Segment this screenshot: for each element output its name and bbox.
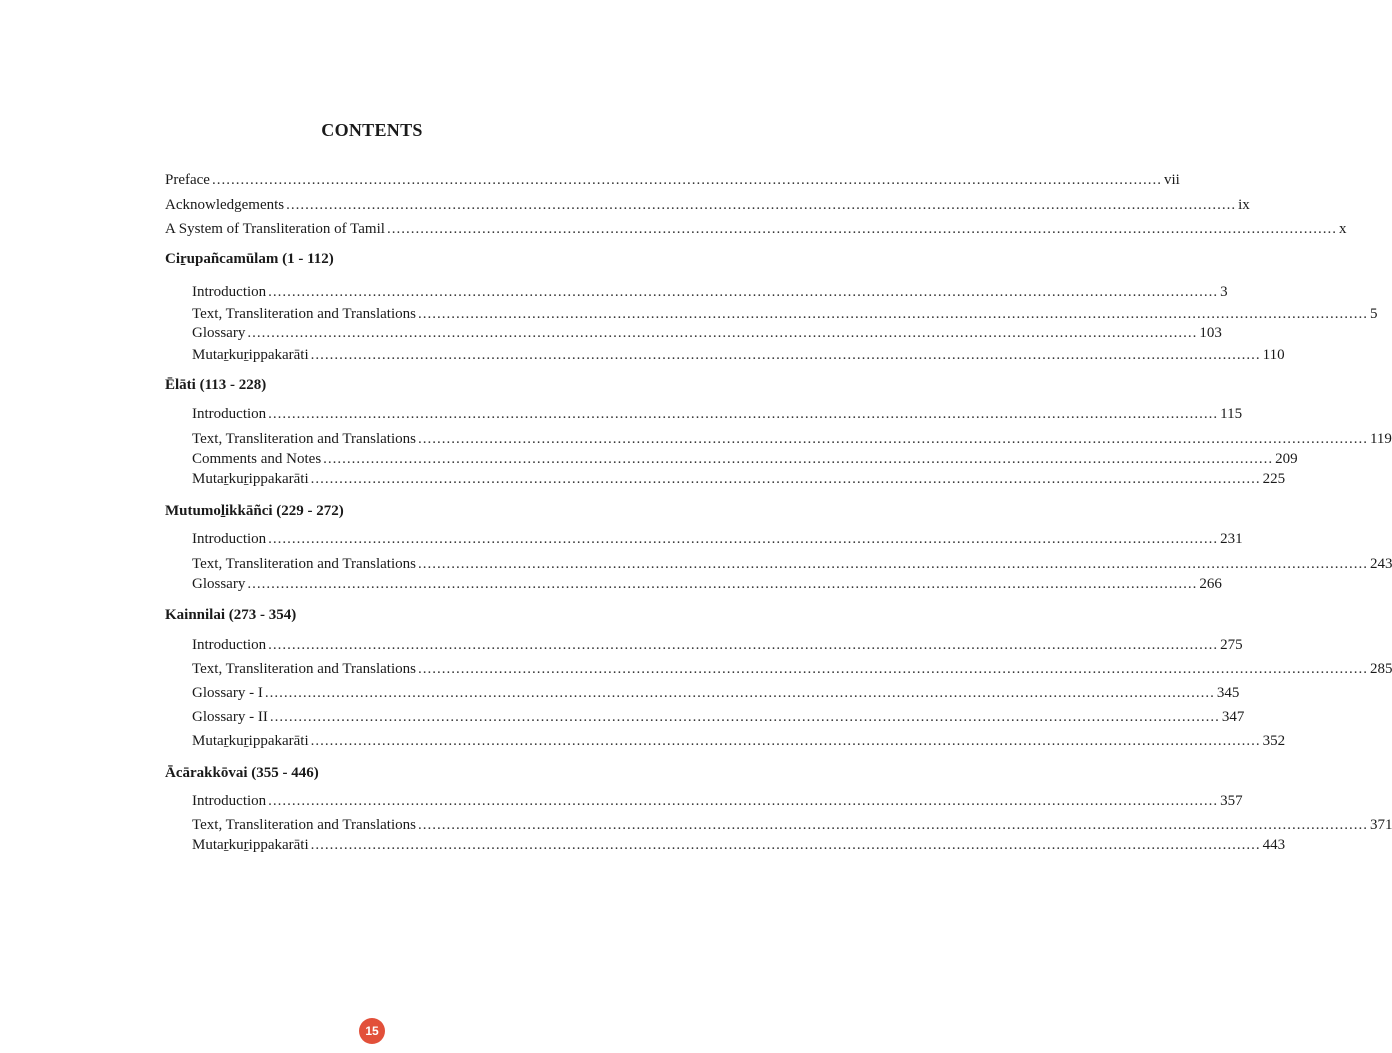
toc-entry-label: Introduction xyxy=(192,406,267,422)
toc-entry-label: Glossary xyxy=(192,325,246,341)
dot-leader: ........................................................................................................................................................................................................ xyxy=(268,793,1219,809)
toc-entry-label: Mutaṟkuṟippakarāti xyxy=(192,471,309,487)
toc-entry xyxy=(192,836,1286,854)
toc-entry xyxy=(192,324,1222,342)
toc-entry xyxy=(192,660,1392,678)
toc-entry xyxy=(165,196,1250,214)
toc-entry xyxy=(192,732,1286,750)
page-number-badge: 15 xyxy=(359,1018,385,1044)
dot-leader: ........................................................................................................................................................................................................ xyxy=(386,221,1337,237)
dot-leader: ........................................................................................................................................................................................................ xyxy=(264,685,1215,701)
toc-entry xyxy=(192,305,1378,323)
toc-entry-label: Introduction xyxy=(192,531,267,547)
page-title: CONTENTS xyxy=(321,120,423,140)
dot-leader: ........................................................................................................................................................................................................ xyxy=(417,661,1368,677)
toc-entry-label: Text, Transliteration and Translations xyxy=(192,556,416,572)
toc-entry-page: 209 xyxy=(1275,451,1298,467)
toc-entry-page: 371 xyxy=(1369,817,1392,833)
section-heading: Ēlāti (113 - 228) xyxy=(165,377,267,393)
dot-leader: ........................................................................................................................................................................................................ xyxy=(269,709,1220,725)
toc-entry-label: Introduction xyxy=(192,637,267,653)
toc-entry xyxy=(192,405,1243,423)
toc-entry-page: 352 xyxy=(1262,733,1286,749)
toc-entry xyxy=(192,575,1222,593)
dot-leader: ........................................................................................................................................................................................................ xyxy=(323,451,1274,467)
dot-leader: ........................................................................................................................................................................................................ xyxy=(310,837,1261,853)
toc-entry-page: 115 xyxy=(1220,406,1243,422)
dot-leader: ........................................................................................................................................................................................................ xyxy=(417,817,1368,833)
dot-leader: ........................................................................................................................................................................................................ xyxy=(310,347,1261,363)
toc-entry-page: 275 xyxy=(1220,637,1243,653)
toc-entry-label: Text, Transliteration and Translations xyxy=(192,817,416,833)
dot-leader: ........................................................................................................................................................................................................ xyxy=(247,576,1198,592)
toc-entry-page: x xyxy=(1338,221,1347,237)
dot-leader: ........................................................................................................................................................................................................ xyxy=(310,471,1261,487)
toc-entry-label: Mutaṟkuṟippakarāti xyxy=(192,733,309,749)
toc-entry-label: Text, Transliteration and Translations xyxy=(192,431,416,447)
dot-leader: ........................................................................................................................................................................................................ xyxy=(247,325,1198,341)
dot-leader: ........................................................................................................................................................................................................ xyxy=(268,406,1219,422)
toc-entry-label: Text, Transliteration and Translations xyxy=(192,661,416,677)
toc-entry xyxy=(165,220,1347,238)
toc-entry-page: 110 xyxy=(1262,347,1285,363)
toc-entry-page: 285 xyxy=(1369,661,1392,677)
toc-entry-page: 225 xyxy=(1262,471,1286,487)
toc-entry-label: Glossary xyxy=(192,576,246,592)
toc-entry-label: Introduction xyxy=(192,793,267,809)
toc-entry-label: Text, Transliteration and Translations xyxy=(192,306,416,322)
toc-entry-label: Comments and Notes xyxy=(192,451,322,467)
toc-entry xyxy=(192,636,1243,654)
toc-entry xyxy=(192,346,1285,364)
dot-leader: ........................................................................................................................................................................................................ xyxy=(268,531,1219,547)
toc-entry-label: Introduction xyxy=(192,284,267,300)
toc-entry xyxy=(165,171,1180,189)
toc-entry-page: 243 xyxy=(1369,556,1392,572)
dot-leader: ........................................................................................................................................................................................................ xyxy=(268,637,1219,653)
toc-entry-page: vii xyxy=(1163,172,1180,188)
toc-entry-label: Mutaṟkuṟippakarāti xyxy=(192,837,309,853)
toc-entry-page: 103 xyxy=(1199,325,1222,341)
toc-entry-page: 357 xyxy=(1220,793,1243,809)
section-heading: Ācārakkōvai (355 - 446) xyxy=(165,765,319,781)
toc-entry-page: 119 xyxy=(1369,431,1392,447)
toc-entry xyxy=(192,283,1228,301)
section-heading: Mutumoḻikkāñci (229 - 272) xyxy=(165,503,344,519)
dot-leader: ........................................................................................................................................................................................................ xyxy=(417,556,1368,572)
toc-entry xyxy=(192,708,1245,726)
toc-entry-page: 345 xyxy=(1216,685,1240,701)
toc-entry xyxy=(192,555,1392,573)
toc-entry-label: Glossary - I xyxy=(192,685,263,701)
toc-entry-page: 443 xyxy=(1262,837,1286,853)
dot-leader: ........................................................................................................................................................................................................ xyxy=(211,172,1162,188)
dot-leader: ........................................................................................................................................................................................................ xyxy=(310,733,1261,749)
dot-leader: ........................................................................................................................................................................................................ xyxy=(417,431,1368,447)
dot-leader: ........................................................................................................................................................................................................ xyxy=(417,306,1368,322)
section-heading: Ciṟupañcamūlam (1 - 112) xyxy=(165,251,334,267)
toc-entry xyxy=(192,816,1392,834)
toc-entry-label: Glossary - II xyxy=(192,709,268,725)
toc-entry-label: A System of Transliteration of Tamil xyxy=(165,221,385,237)
section-heading: Kainnilai (273 - 354) xyxy=(165,607,297,623)
dot-leader: ........................................................................................................................................................................................................ xyxy=(268,284,1219,300)
toc-entry-page: ix xyxy=(1238,197,1250,213)
dot-leader: ........................................................................................................................................................................................................ xyxy=(286,197,1237,213)
toc-entry-label: Mutaṟkuṟippakarāti xyxy=(192,347,309,363)
toc-entry-page: 347 xyxy=(1221,709,1245,725)
toc-entry xyxy=(192,530,1243,548)
toc-entry xyxy=(192,684,1240,702)
toc-entry-page: 266 xyxy=(1199,576,1222,592)
toc-entry-page: 3 xyxy=(1220,284,1228,300)
toc-entry-label: Acknowledgements xyxy=(165,197,285,213)
toc-entry xyxy=(192,430,1392,448)
toc-entry xyxy=(192,792,1243,810)
toc-entry-label: Preface xyxy=(165,172,210,188)
toc-entry-page: 231 xyxy=(1220,531,1243,547)
toc-entry xyxy=(192,450,1298,468)
toc-entry xyxy=(192,470,1286,488)
toc-entry-page: 5 xyxy=(1369,306,1378,322)
